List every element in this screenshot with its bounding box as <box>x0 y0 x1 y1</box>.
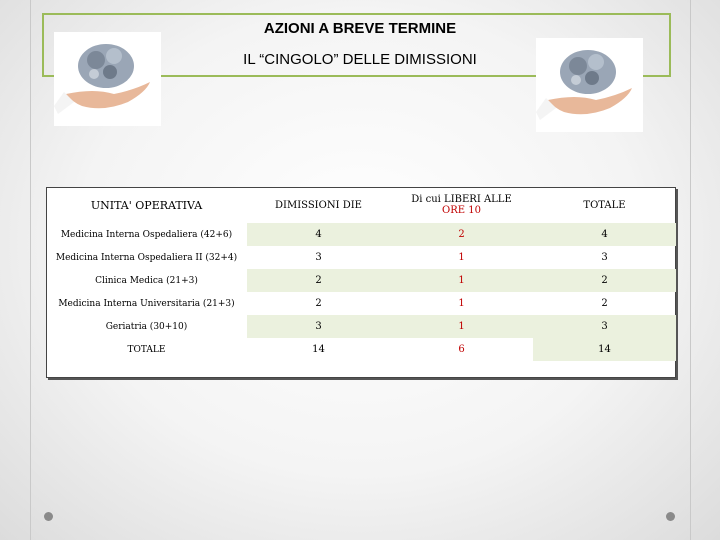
slide-subtitle: IL “CINGOLO” DELLE DIMISSIONI <box>243 51 477 68</box>
row-free: 1 <box>458 252 465 263</box>
left-decorative-rule <box>30 0 31 540</box>
totals-free: 6 <box>458 344 465 355</box>
totals-discharges: 14 <box>312 344 325 355</box>
row-free: 1 <box>390 269 533 292</box>
row-unit: Clinica Medica (21+3) <box>95 275 198 286</box>
row-total: 2 <box>533 269 676 292</box>
slide-title: AZIONI A BREVE TERMINE <box>263 20 457 37</box>
table-row <box>46 223 676 246</box>
table-row <box>46 292 676 315</box>
bottom-right-dot <box>666 512 675 521</box>
totals-total: 14 <box>533 338 676 361</box>
discharge-table <box>46 187 676 361</box>
row-unit: Geriatria (30+10) <box>105 321 188 332</box>
row-free: 1 <box>458 298 465 309</box>
table-header-row <box>46 187 676 223</box>
header-total: TOTALE <box>583 199 626 211</box>
table-totals-row <box>46 338 676 361</box>
row-total: 3 <box>601 252 608 263</box>
row-total: 3 <box>533 315 676 338</box>
brain-gears-hand-image <box>536 38 643 132</box>
row-discharges: 4 <box>247 223 390 246</box>
row-total: 4 <box>533 223 676 246</box>
header-discharges: DIMISSIONI DIE <box>275 199 362 211</box>
header-free-line1: Di cui LIBERI ALLE <box>411 194 512 205</box>
row-free: 2 <box>390 223 533 246</box>
header-free <box>390 187 533 223</box>
right-decorative-rule <box>690 0 691 540</box>
brain-gears-hand-image <box>54 32 161 126</box>
table-row <box>46 269 676 292</box>
row-unit: Medicina Interna Universitaria (21+3) <box>58 298 235 309</box>
row-discharges: 3 <box>247 315 390 338</box>
row-total: 2 <box>601 298 608 309</box>
row-discharges: 2 <box>247 269 390 292</box>
header-unit: UNITA' OPERATIVA <box>90 198 203 212</box>
bottom-left-dot <box>44 512 53 521</box>
totals-label: TOTALE <box>127 344 166 355</box>
row-discharges: 2 <box>315 298 322 309</box>
row-unit: Medicina Interna Ospedaliera (42+6) <box>60 229 233 240</box>
header-free-line2: ORE 10 <box>442 205 481 216</box>
table-row <box>46 315 676 338</box>
row-free: 1 <box>390 315 533 338</box>
row-discharges: 3 <box>315 252 322 263</box>
row-unit: Medicina Interna Ospedaliera II (32+4) <box>55 252 238 263</box>
table-row <box>46 246 676 269</box>
